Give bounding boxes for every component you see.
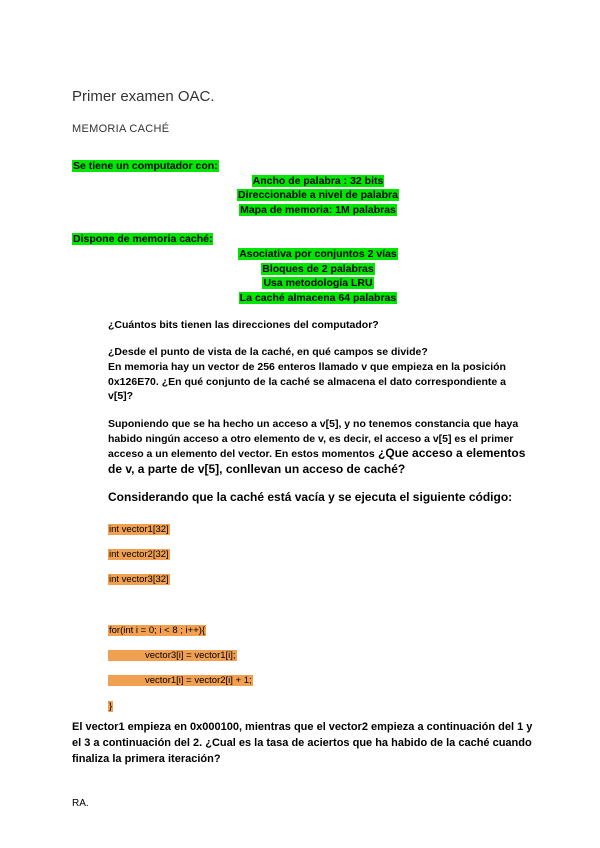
section-subtitle: MEMORIA CACHÉ: [72, 123, 170, 135]
code-line-3-wrap: [108, 569, 170, 587]
cache-spec: Usa metodología LRU: [263, 277, 373, 289]
code-line: vector1[i] = vector2[i] + 1;: [108, 675, 253, 686]
computer-spec: Mapa de memoria: 1M palabras: [240, 204, 396, 216]
computer-spec-3-wrap: [0, 200, 600, 218]
cache-spec-4-wrap: [0, 288, 600, 306]
question-3: [108, 417, 528, 477]
code-line: int vector2[32]: [109, 549, 169, 560]
cache-spec: La caché almacena 64 palabras: [239, 292, 397, 304]
cache-heading: Dispone de memoria caché:: [73, 233, 213, 245]
code-line-2-wrap: [108, 544, 170, 562]
code-line-5-wrap: [108, 645, 237, 663]
computer-heading: Se tiene un computador con:: [73, 160, 218, 172]
code-line-1-wrap: [108, 519, 170, 537]
question-3-part2: ¿Que acceso a elementos de v, a parte de v[5], conllevan un acceso de caché?: [108, 446, 526, 476]
code-line: int vector1[32]: [109, 524, 169, 535]
question-1: ¿Cuántos bits tienen las direcciones del computador?: [108, 319, 379, 331]
signature: RA.: [72, 798, 89, 809]
final-question: El vector1 empieza en 0x000100, mientras que el vector2 empieza a continuación del 1 y el 3 a continuación del 2. ¿Cual es la tasa de aciertos que ha habido de la caché cuando finaliza la primera iteración?: [72, 721, 533, 765]
question-2-line2: En memoria hay un vector de 256 enteros llamado v que empieza en la posición 0x126E70. ¿En qué conjunto de la caché se almacena el dato correspondiente a v[5]?: [108, 361, 506, 402]
code-line: vector3[i] = vector1[i];: [108, 650, 237, 661]
cache-spec: Asociativa por conjuntos 2 vías: [239, 248, 397, 260]
code-line-4-wrap: [108, 620, 206, 638]
computer-spec: Ancho de palabra : 32 bits: [252, 175, 384, 187]
code-line-7-wrap: [108, 696, 113, 714]
code-line: for(int i = 0; i < 8 ; i++){: [109, 625, 206, 636]
computer-spec: Direccionable a nivel de palabra: [238, 189, 398, 201]
code-line-6-wrap: [108, 670, 253, 688]
question-3-part1: Suponiendo que se ha hecho un acceso a v[5], y no tenemos constancia que haya habido ningún acceso a otro elemento de v, es decir, el acceso a v[5] es el primer acceso a un elemento del vector. En estos momentos: [108, 418, 519, 460]
question-4: Considerando que la caché está vacía y se ejecuta el siguiente código:: [108, 490, 513, 504]
page-title: Primer examen OAC.: [72, 88, 215, 105]
cache-spec: Bloques de 2 palabras: [262, 263, 374, 275]
question-2-line1: ¿Desde el punto de vista de la caché, en qué campos se divide?: [108, 346, 428, 358]
code-line: int vector3[32]: [109, 574, 169, 585]
code-line: }: [109, 701, 113, 712]
